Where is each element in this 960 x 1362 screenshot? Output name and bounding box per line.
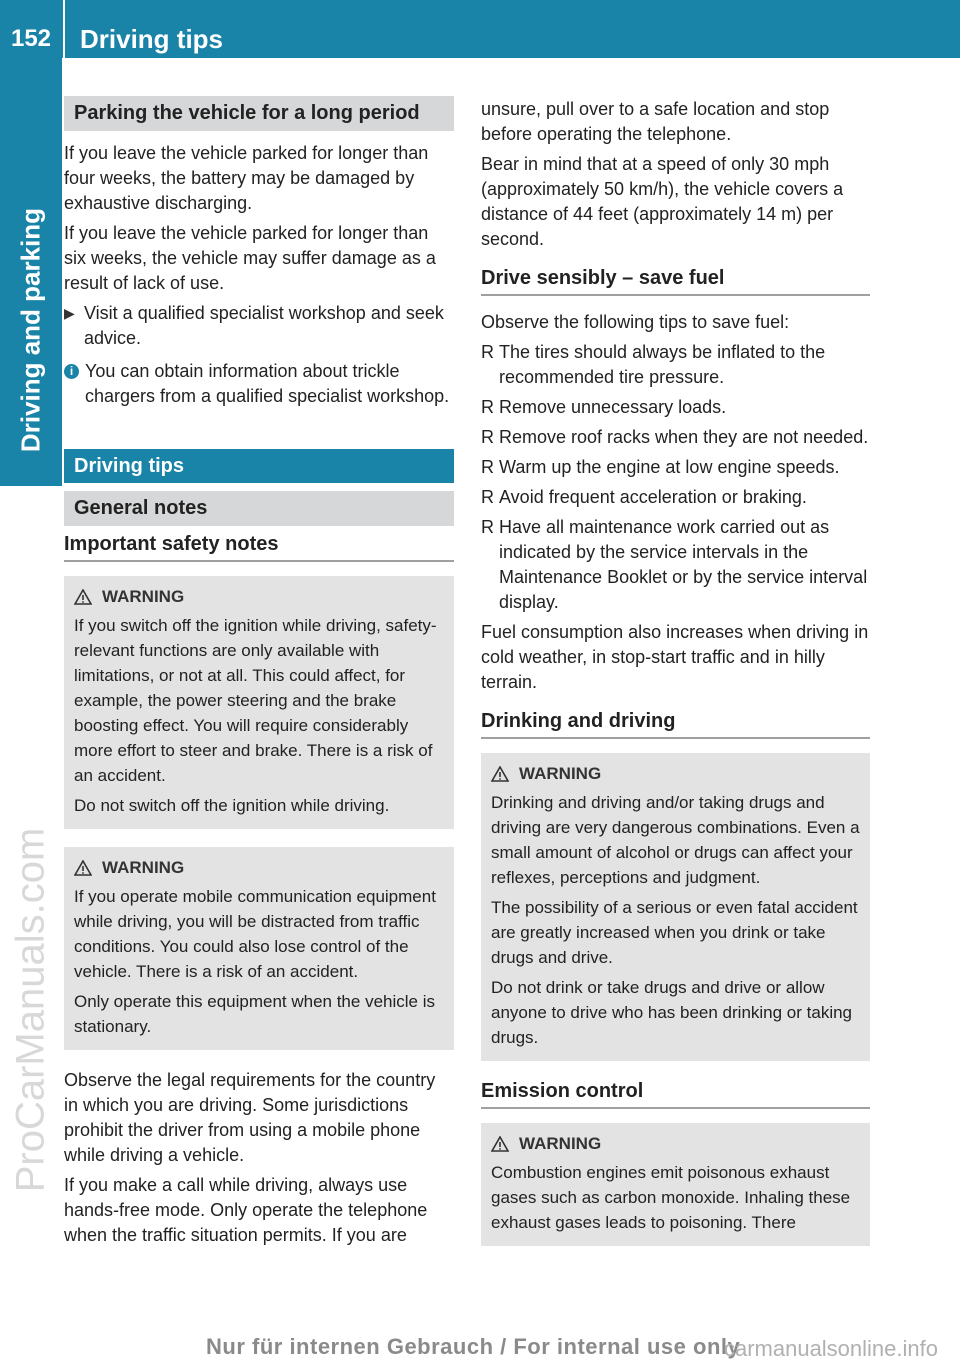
warning-text: If you operate mobile communication equipment while driving, you will be distracted from traffic conditions. You could also lose control of the vehicle. There is a risk of an accident. bbox=[74, 887, 436, 981]
warning-triangle-icon bbox=[74, 589, 92, 605]
list-item bbox=[481, 485, 870, 510]
warning-label: WARNING bbox=[102, 587, 185, 606]
continued-paragraph-2: Bear in mind that at a speed of only 30 mph (approximately 50 km/h), the vehicle covers a distance of 44 feet (approximately 14 m) per second. bbox=[481, 154, 844, 249]
chapter-title: Driving tips bbox=[80, 24, 224, 54]
parking-info-text: You can obtain information about trickle chargers from a qualified specialist workshop. bbox=[85, 361, 450, 406]
parking-heading: Parking the vehicle for a long period bbox=[64, 96, 454, 131]
bullet-icon: R bbox=[481, 397, 494, 417]
warning-label: WARNING bbox=[519, 1134, 602, 1153]
side-watermark: ProCarManuals.com bbox=[8, 827, 53, 1193]
continued-paragraph-1: unsure, pull over to a safe location and stop before operating the telephone. bbox=[481, 99, 830, 144]
info-icon: i bbox=[64, 364, 79, 379]
bullet-icon: R bbox=[481, 427, 494, 447]
left-column bbox=[64, 96, 454, 1253]
fuel-heading: Drive sensibly – save fuel bbox=[481, 266, 870, 296]
list-item-text: Remove roof racks when they are not needed. bbox=[499, 427, 869, 447]
parking-info bbox=[64, 359, 454, 409]
general-notes-heading: General notes bbox=[64, 491, 454, 526]
list-item bbox=[481, 515, 870, 615]
warning-text: If you switch off the ignition while driving, safety-relevant functions are only available with limitations, or not at all. This could affect, for example, the power steering and the brake boosting effect. You will require considerably more effort to steer and brake. There is a risk of an accident. bbox=[74, 616, 437, 785]
warning-label: WARNING bbox=[519, 764, 602, 783]
bullet-icon: R bbox=[481, 517, 494, 537]
list-item-text: Have all maintenance work carried out as indicated by the service intervals in the Maintenance Booklet or by the service interval display. bbox=[499, 517, 868, 612]
right-column bbox=[481, 97, 870, 1264]
warning-text: The possibility of a serious or even fatal accident are greatly increased when you drink or take drugs and drive. bbox=[491, 898, 858, 967]
fuel-tips-list bbox=[481, 340, 870, 615]
parking-paragraph-2: If you leave the vehicle parked for longer than six weeks, the vehicle may suffer damage as a result of lack of use. bbox=[64, 223, 436, 293]
list-item bbox=[481, 455, 870, 480]
warning-triangle-icon bbox=[491, 766, 509, 782]
list-item bbox=[481, 425, 870, 450]
parking-paragraph-1: If you leave the vehicle parked for longer than four weeks, the battery may be damaged by exhaustive discharging. bbox=[64, 143, 429, 213]
bullet-icon: R bbox=[481, 342, 494, 362]
parking-step bbox=[64, 301, 454, 351]
warning-box-emission bbox=[481, 1123, 870, 1246]
fuel-note: Fuel consumption also increases when driving in cold weather, in stop-start traffic and in hilly terrain. bbox=[481, 622, 869, 692]
warning-header bbox=[74, 584, 444, 609]
list-item-text: Warm up the engine at low engine speeds. bbox=[499, 457, 840, 477]
list-item-text: Avoid frequent acceleration or braking. bbox=[499, 487, 807, 507]
bullet-icon: R bbox=[481, 457, 494, 477]
header-divider bbox=[63, 0, 65, 58]
safety-notes-heading: Important safety notes bbox=[64, 532, 454, 562]
warning-box-drinking bbox=[481, 753, 870, 1061]
legal-paragraph-1: Observe the legal requirements for the country in which you are driving. Some jurisdictions prohibit the driver from using a mobile phone while driving a vehicle. bbox=[64, 1070, 436, 1165]
drinking-heading: Drinking and driving bbox=[481, 709, 870, 739]
list-item-text: The tires should always be inflated to the recommended tire pressure. bbox=[499, 342, 826, 387]
step-arrow-icon: ▶ bbox=[64, 305, 75, 321]
emission-heading: Emission control bbox=[481, 1079, 870, 1109]
warning-text: Only operate this equipment when the vehicle is stationary. bbox=[74, 992, 435, 1036]
warning-header bbox=[491, 1131, 860, 1156]
warning-label: WARNING bbox=[102, 858, 185, 877]
warning-triangle-icon bbox=[74, 860, 92, 876]
list-item bbox=[481, 395, 870, 420]
warning-header bbox=[491, 761, 860, 786]
warning-text: Drinking and driving and/or taking drugs and driving are very dangerous combinations. Even a small amount of alcohol or drugs can affect your reflexes, perceptions and judgment. bbox=[491, 793, 860, 887]
warning-text: Do not drink or take drugs and drive or allow anyone to drive who has been drinking or taking drugs. bbox=[491, 978, 853, 1047]
warning-text: Combustion engines emit poisonous exhaust gases such as carbon monoxide. Inhaling these exhaust gases leads to poisoning. There bbox=[491, 1163, 851, 1232]
warning-triangle-icon bbox=[491, 1136, 509, 1152]
internal-use-watermark: Nur für internen Gebrauch / For internal use only bbox=[206, 1334, 741, 1359]
warning-text: Do not switch off the ignition while driving. bbox=[74, 796, 390, 815]
legal-paragraph-2: If you make a call while driving, always use hands-free mode. Only operate the telephone when the traffic situation permits. If you are bbox=[64, 1175, 428, 1245]
list-item-text: Remove unnecessary loads. bbox=[499, 397, 727, 417]
warning-box-mobile bbox=[64, 847, 454, 1050]
bullet-icon: R bbox=[481, 487, 494, 507]
site-watermark: carmanualsonline.info bbox=[723, 1336, 938, 1361]
fuel-intro: Observe the following tips to save fuel: bbox=[481, 312, 790, 332]
side-tab-label: Driving and parking bbox=[15, 207, 46, 453]
section-title: Driving tips bbox=[64, 449, 454, 483]
list-item bbox=[481, 340, 870, 390]
parking-step-text: Visit a qualified specialist workshop and seek advice. bbox=[84, 303, 444, 348]
side-tab bbox=[0, 58, 62, 486]
warning-box-ignition bbox=[64, 576, 454, 829]
page-number: 152 bbox=[10, 25, 52, 52]
warning-header bbox=[74, 855, 444, 880]
